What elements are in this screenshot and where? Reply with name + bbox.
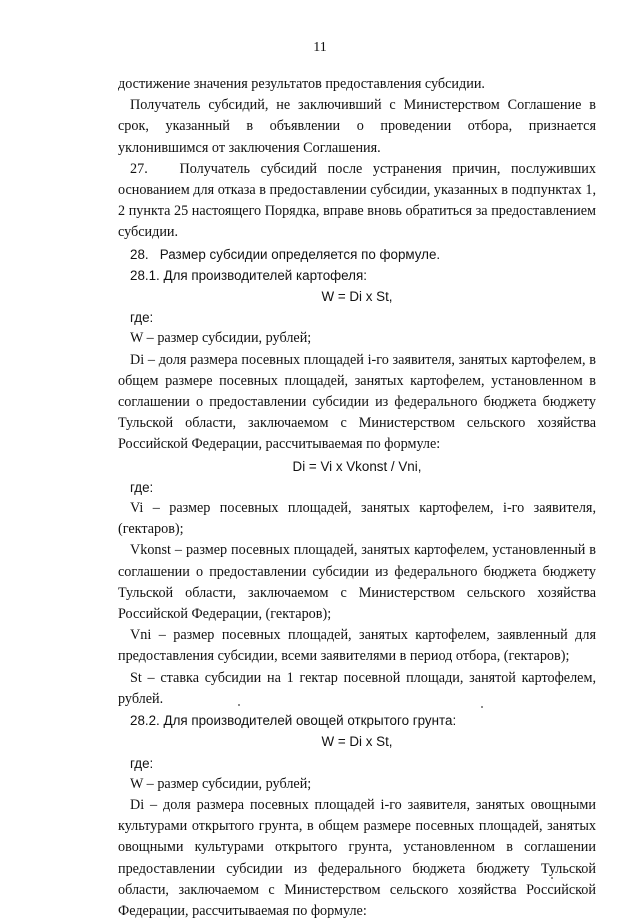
paragraph: Получатель субсидий, не заключивший с Министерством Соглашение в срок, указанный в объявлении о проведении отбора, признается уклонившимся от заключения Соглашения.	[118, 97, 596, 156]
definition: W – размер субсидии, рублей;	[130, 775, 312, 792]
page-number: 11	[313, 40, 327, 55]
definition: Vi – размер посевных площадей, занятых картофелем, i-го заявителя, (гектаров);	[118, 500, 596, 538]
formula: W = Di x St,	[321, 289, 393, 305]
definition: Vni – размер посевных площадей, занятых картофелем, заявленный для предоставления субсидии, всеми заявителями в период отбора, (гектаров);	[118, 627, 596, 665]
definition: St – ставка субсидии на 1 гектар посевной площади, занятой картофелем, рублей.	[118, 669, 596, 707]
definition: Vkonst – размер посевных площадей, занятых картофелем, установленный в соглашении о предоставлении субсидии из федерального бюджета бюджету Тульской области, заключаемом с Министерством сельского хозяйства Российской Федерации, (гектаров);	[118, 542, 596, 623]
scan-speck	[481, 706, 483, 708]
definition: Di – доля размера посевных площадей i-го заявителя, занятых овощными культурами открытого грунта, в общем размере посевных площадей, занятых овощными культурами открытого грунта, установленном в соглашении предоставлении субсидии из федерального бюджета бюджету Тульской области, заключаемом с Министерством сельского хозяйства Российской Федерации, рассчитываемая по формуле:	[118, 796, 596, 919]
definition: W – размер субсидии, рублей;	[130, 330, 312, 347]
section-heading: 28.1. Для производителей картофеля:	[130, 267, 367, 283]
scan-speck	[551, 877, 553, 879]
formula: Di = Vi x Vkonst / Vni,	[292, 458, 422, 474]
paragraph: 27. Получатель субсидий после устранения причин, послуживших основанием для отказа в предоставлении субсидии, указанных в подпунктах 1, 2 пункта 25 настоящего Порядка, вправе вновь обратиться за предоставлением субсидии.	[118, 160, 596, 241]
paragraph: достижение значения результатов предоставления субсидии.	[118, 76, 485, 92]
document-body	[118, 74, 596, 922]
paragraph: где:	[130, 755, 154, 771]
paragraph: 28. Размер субсидии определяется по формуле.	[130, 246, 441, 262]
paragraph: где:	[130, 310, 154, 326]
section-heading: 28.2. Для производителей овощей открытого грунта:	[130, 713, 457, 729]
scan-speck	[238, 704, 240, 706]
paragraph: где:	[130, 479, 154, 495]
formula: W = Di x St,	[321, 734, 393, 750]
definition: Di – доля размера посевных площадей i-го заявителя, занятых картофелем, в общем размере посевных площадей, занятых картофелем, установленном в соглашении о предоставлении субсидии из федерального бюджета бюджету Тульской области, заключаемом с Министерством сельского хозяйства Российской Федерации, рассчитываемая по формуле:	[118, 351, 596, 453]
